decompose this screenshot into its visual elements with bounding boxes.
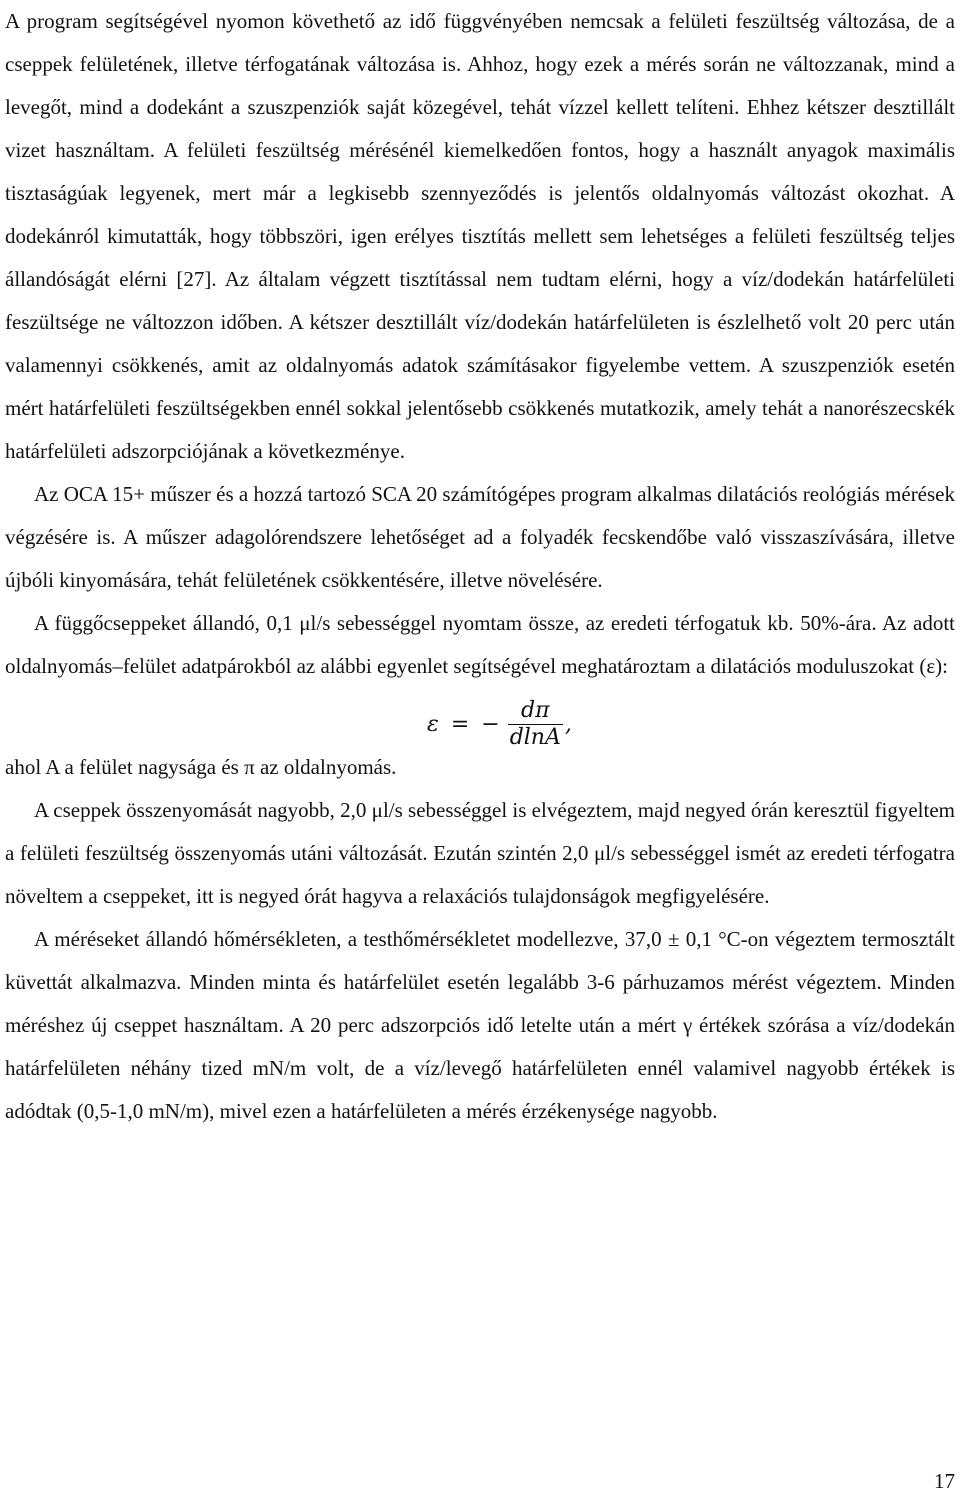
paragraph-fast-compression: A cseppek összenyomását nagyobb, 2,0 μl/s sebességgel is elvégeztem, majd negyed órán keresztül figyeltem a felületi feszültség összenyomás utáni változását. Ezután szintén 2,0 μl/s sebességgel ismét az eredeti térfogatra növeltem a cseppeket, itt is negyed órát hagyva a relaxációs tulajdonságok megfigyelésére. — [5, 798, 955, 908]
paragraph-dilatational-rheology: Az OCA 15+ műszer és a hozzá tartozó SCA 20 számítógépes program alkalmas dilatációs reológiás mérések végzésére is. A műszer adagolórendszere lehetőséget ad a folyadék fecskendőbe való visszaszívására, illetve újbóli kinyomására, tehát felületének csökkentésére, illetve növelésére. — [5, 482, 955, 592]
formula-minus: − — [481, 712, 500, 737]
page-number: 17 — [934, 1469, 955, 1493]
paragraph-solution-saturation: A program segítségével nyomon követhető az idő függvényében nemcsak a felületi feszültség változása, de a cseppek felületének, illetve térfogatának változása is. Ahhoz, hogy ezek a mérés során ne változzanak, mind a levegőt, mind a dodekánt a szuszpenziók saját közegével, tehát vízzel kellett telíteni. Ehhez kétszer desztillált vizet használtam. A felületi feszültség mérésénél kiemelkedően fontos, hogy a használt anyagok maximális tisztaságúak legyenek, mert már a legkisebb szennyeződés is jelentős oldalnyomás változást okozhat. A dodekánról kimutatták, hogy többszöri, igen erélyes tisztítás mellett sem lehetséges a felületi feszültség teljes állandóságát elérni [27]. Az általam végzett tisztítással nem tudtam elérni, hogy a víz/dodekán határfelületi feszültsége ne változzon időben. A kétszer desztillált víz/dodekán határfelületen is észlelhető volt 20 perc után valamennyi csökkenés, amit az oldalnyomás adatok számításakor figyelembe vettem. A szuszpenziók esetén mért határfelületi feszültségekben ennél sokkal jelentősebb csökkenés mutatkozik, amely tehát a nanorészecskék határfelületi adszorpciójának a következménye. — [5, 9, 955, 463]
paragraph-formula-explanation: ahol A a felület nagysága és π az oldalnyomás. — [5, 755, 397, 779]
dilatational-modulus-formula — [5, 694, 955, 750]
paragraph-compression-method: A függőcseppeket állandó, 0,1 μl/s sebességgel nyomtam össze, az eredeti térfogatuk kb. 50%-ára. Az adott oldalnyomás–felület adatpárokból az alábbi egyenlet segítségével meghatároztam a dilatációs moduluszokat (ε): — [5, 611, 955, 678]
formula-expression — [421, 698, 572, 751]
paragraph-temperature-conditions: A méréseket állandó hőmérsékleten, a testhőmérsékletet modellezve, 37,0 ± 0,1 °C-on végeztem termosztált küvettát alkalmazva. Minden minta és határfelület esetén legalább 3-6 párhuzamos mérést végeztem. Minden méréshez új cseppet használtam. A 20 perc adszorpciós idő letelte után a mért γ értékek szórása a víz/dodekán határfelületen néhány tized mN/m volt, de a víz/levegő határfelületen ennél valamivel nagyobb értékek is adódtak (0,5-1,0 mN/m), mivel ezen a határfelületen a mérés érzékenysége nagyobb. — [5, 927, 955, 1123]
formula-fraction — [508, 698, 563, 751]
formula-denominator: dlnA — [509, 725, 561, 750]
formula-epsilon: ε — [427, 712, 439, 737]
formula-numerator: dπ — [521, 698, 550, 723]
document-page — [5, 0, 955, 1133]
formula-comma: , — [564, 712, 572, 737]
formula-equals: = — [450, 712, 470, 737]
